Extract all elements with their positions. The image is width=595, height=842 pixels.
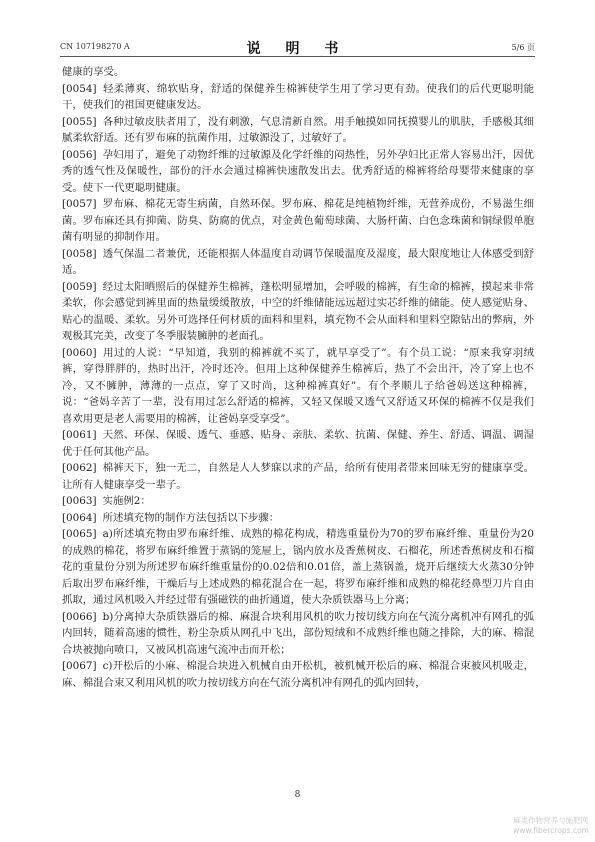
paragraph-text: 实施例2： [102,495,151,507]
watermark [513,816,589,836]
page-header [60,38,535,58]
paragraph-text: 轻柔薄爽、绵软贴身，舒适的保健养生棉裤使学生用了学习更有劲。使我们的后代更聪明能干，使我们的祖国更健康发达。 [62,82,534,111]
watermark-line-2: www.fibercrops.com [513,826,589,835]
paragraph-text: 经过太阳晒照后的保健养生棉裤，蓬松明显增加，会呼吸的棉裤，有生命的棉裤，摸起来非常柔软，你会感觉到裤里面的热量缓缓散放，中空的纤维储能远远超过实芯纤维的储能。使人感觉贴身、贴心的温暖、柔软。另外可选择任何材质的面料和里料，填充物不会从面料和里料空隙钻出的弊病，外观极其完美，改变了冬季服装臃肿的老面孔。 [62,280,534,342]
paragraph-number: [0060] [62,346,97,359]
paragraph-text: 天然、环保、保暖、透气、垂感、贴身、亲肤、柔软、抗菌、保健、养生、舒适、调温、调湿优于任何其他产品。 [62,429,534,458]
paragraph [62,246,534,279]
paragraph [62,460,534,493]
paragraph [62,609,534,659]
paragraph-text: 孕妇用了，避免了动物纤维的过敏源及化学纤维的闷热性，另外孕妇比正常人容易出汗，因优秀的透气性及保暖性，部份的汗水会通过棉裤快速散发出去。优秀舒适的棉裤将给母婴带来健康的享受。使下一代更聪明健康。 [62,148,534,194]
paragraph-text: b)分离掉大杂质铁器后的棉、麻混合块利用风机的吹力按切线方向在气流分离机冲有网孔的弧内回转，随着高速的惯性，粉尘杂质从网孔中飞出，部份短绒和不成熟纤维也随之排除，大的麻、棉混合块被抛向喷口，又被风机高速气流冲击而开松； [62,610,534,656]
paragraph-number: [0061] [62,429,97,441]
paragraph [62,114,534,147]
paragraph-number: [0057] [62,198,97,210]
paragraph-number: [0058] [62,247,97,260]
paragraph [62,279,534,345]
paragraph [62,427,534,460]
paragraph-number: [0054] [62,82,97,95]
header-rule [60,56,535,57]
paragraph-text: 棉裤天下，独一无二，自然是人人梦寐以求的产品，给所有使用者带来回味无穷的健康享受。让所有人健康享受一辈子。 [62,462,534,491]
paragraph-number: [0059] [62,280,97,293]
description-body [62,64,534,691]
paragraph-number: [0066] [62,610,97,623]
patent-number: CN 107198270 A [60,42,130,51]
paragraph-number: [0064] [62,511,97,524]
paragraph [62,526,534,609]
paragraph [62,196,534,246]
paragraph-text: 罗布麻、棉花无寄生病菌，自然环保。罗布麻、棉花是纯植物纤维，无营养成份，不易滋生细菌。罗布麻还具有抑菌、防臭、防腐的优点，对金黄色葡萄球菌、大肠杆菌、白色念珠菌和铜绿假单胞菌有明显的抑制作用。 [62,198,534,243]
paragraph-text: a)所述填充物由罗布麻纤维、成熟的棉花构成，精选重量份为70的罗布麻纤维、重量份为20的成熟的棉花，将罗布麻纤维置于蒸锅的笼屉上，锅内放水及香蕉树皮、石榴花，所述香蕉树皮和石榴花的重量份分别为所述罗布麻纤维重量份的0.02倍和0.01倍，盖上蒸锅盖，烧开后继续大火蒸30分钟后取出罗布麻纤维，干燥后与上述成熟的棉花混合在一起，将罗布麻纤维和成熟的棉花经鼻型刀片自由抓取，通过风机吸入并经过带有强磁铁的曲折通道，使大杂质铁器马上分离； [62,528,534,606]
paragraph [62,345,534,428]
paragraph-number: [0062] [62,462,97,474]
paragraph-text: c)开松后的小麻、棉混合块进入机械自由开松机，被机械开松后的麻、棉混合束被风机吸走，麻、棉混合束又利用风机的吹力按切线方向在气流分离机冲有网孔的弧内回转， [62,660,534,689]
paragraph-number: [0055] [62,115,97,128]
paragraph-text: 各种过敏皮肤者用了，没有刺激，气息清新自然。用手触摸如同抚摸婴儿的肌肤，手感极其细腻柔软舒适。还有罗布麻的抗菌作用，过敏源没了，过敏好了。 [62,115,534,144]
paragraph-list [62,81,534,692]
paragraph-number: [0056] [62,148,97,161]
paragraph-text: 所述填充物的制作方法包括以下步骤： [102,511,280,524]
paragraph-number: [0065] [62,528,97,540]
paragraph-text: 透气保温二者兼优，还能根据人体温度自动调节保暖温度及湿度，最大限度地让人体感受到舒适。 [62,247,534,276]
paragraph [62,493,534,510]
paragraph-number: [0067] [62,660,97,672]
page-reference: 5/6 页 [511,43,535,52]
paragraph [62,510,534,527]
page-number: 8 [294,790,301,800]
paragraph-text: 用过的人说：“早知道，我别的棉裤就不买了，就早享受了”。有个员工说：“原来我穿羽绒裤，穿得胖胖的，热时出汗，冷时还冷。但用上这种保健养生棉裤后，热了不会出汗，冷了穿上也不冷，又不臃肿，薄薄的一点点，穿了又时尚，这种棉裤真好”。有个孝顺儿子给爸妈送这种棉裤，说：“爸妈辛苦了一辈，没有用过怎么舒适的棉裤，又轻又保暖又透气又舒适又环保的棉裤不仅是我们喜欢用更是老人需要用的棉裤，让爸妈享受享受”。 [62,346,534,425]
paragraph [62,658,534,691]
paragraph-number: [0063] [62,495,97,507]
watermark-line-1: 麻类作物营养与施肥网 [513,816,589,825]
document-title: 说 明 书 [246,41,349,57]
opening-line: 健康的享受。 [62,66,125,78]
paragraph [62,147,534,197]
paragraph [62,81,534,114]
